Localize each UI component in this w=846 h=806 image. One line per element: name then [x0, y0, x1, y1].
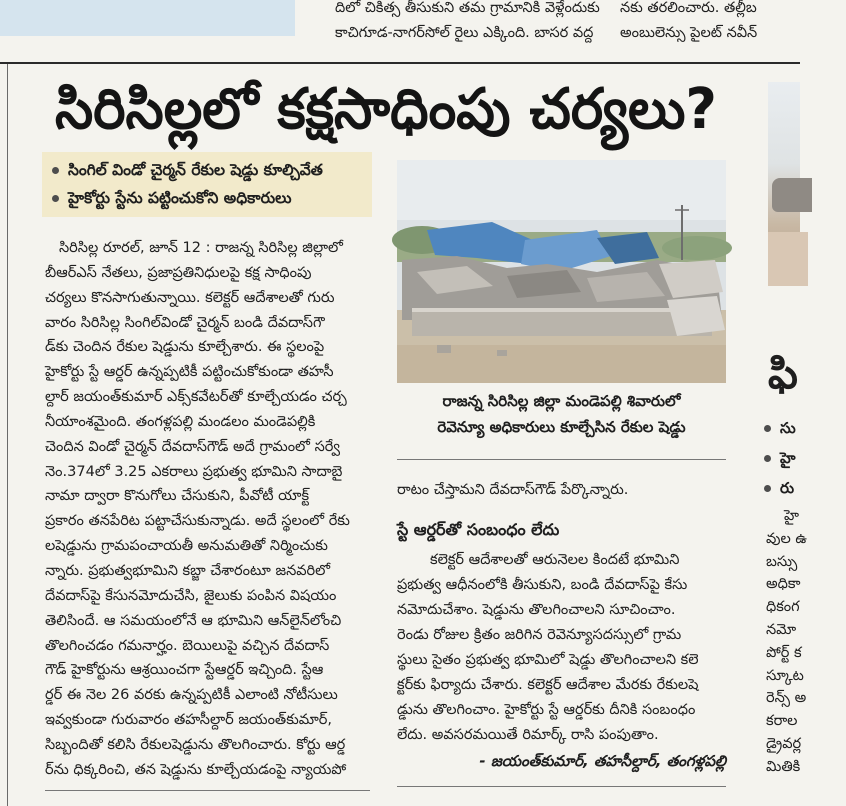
body-line-text: నామా ద్వారా కొనుగోలు చేసుకుని, పీవోటీ యాక్ట్ — [45, 488, 310, 505]
previous-article-line — [620, 0, 800, 21]
adjacent-body-line-text: డ్రైవర్ల — [766, 735, 802, 752]
body-line — [45, 584, 370, 609]
column-bottom-rule — [45, 790, 370, 791]
adjacent-body-line-text: మితికి — [766, 758, 801, 775]
body-line — [45, 658, 370, 683]
adjacent-body-line-text: పోర్ట్ క — [766, 644, 802, 661]
caption-line — [397, 414, 726, 440]
body-line-text: తెలిసిందే. ఆ సమయంలోనే ఆ భూమిని ఆన్‌లైన్‌లోంచి — [45, 612, 342, 629]
body-line — [45, 634, 370, 659]
body-line-text: హైకోర్టు స్టే ఆర్డర్ ఉన్నప్పటికీ పట్టించుకోకుండా తహసీ — [45, 364, 334, 381]
previous-article-line-text: కాచిగూడ-నాగర్‌సోల్ రైలు ఎక్కింది. బాసర వద్ద — [335, 25, 594, 41]
quote-line — [397, 573, 726, 598]
highlight-item — [52, 156, 362, 184]
body-line — [45, 683, 370, 708]
quote-line-text: నమోదుచేశాం. షెడ్డును తొలగించాలని సూచించాం. — [397, 602, 676, 618]
quote-line — [397, 623, 726, 648]
body-line-text: దేవదాస్‌పై కేసునమోదుచేసి, జైలుకు పంపిన విషయం — [45, 587, 337, 604]
photo-detail — [768, 232, 808, 286]
body-line — [45, 335, 370, 360]
adjacent-highlights — [764, 413, 824, 503]
body-line — [45, 385, 370, 410]
body-line — [45, 311, 370, 336]
body-line-text: చర్యలు కొనసాగుతున్నాయి. కలెక్టర్ ఆదేశాలతో గురు — [45, 289, 335, 306]
adjacent-body-line-text: స్కూట — [766, 667, 804, 684]
official-quote — [397, 548, 726, 748]
highlight-item-text: సింగిల్ విండో చైర్మన్ రేకుల షెడ్డు కూల్చివేత — [68, 161, 323, 179]
adjacent-body-line — [766, 665, 846, 688]
bullet-icon — [764, 455, 771, 462]
quote-line-text: క్టర్‌కు ఫిర్యాదు చేశారు. కలెక్టర్ ఆదేశాల మేరకు రేకులషె — [397, 677, 699, 693]
body-continuation-text: రాటం చేస్తామని దేవదాస్‌గౌడ్ పేర్కొన్నారు. — [397, 482, 629, 498]
adjacent-body-line-text: బస్సు — [766, 553, 798, 570]
body-line — [45, 708, 370, 733]
adjacent-article — [748, 340, 807, 806]
adjacent-body-line — [766, 642, 846, 665]
body-line — [45, 758, 370, 783]
bullet-icon — [764, 425, 771, 432]
previous-article-middle — [335, 0, 613, 46]
body-line-text: డ్‌కు చెందిన రేకుల షెడ్డును కూల్చేశారు. ఈ స్థలంపై — [45, 339, 325, 356]
quote-attribution-text: - జయంత్‌కుమార్, తహసీల్దార్, తంగళ్లపల్లి — [479, 752, 726, 770]
body-line — [45, 733, 370, 758]
adjacent-highlight-text: సు — [780, 419, 796, 437]
body-line-text: ల్దార్ జయంత్‌కుమార్ ఎక్స్‌కవేటర్‌తో కూల్చేయడం చర్చ — [45, 389, 347, 406]
previous-article-box — [0, 0, 295, 36]
body-line — [45, 559, 370, 584]
previous-article-right — [620, 0, 800, 46]
bullet-icon — [52, 195, 59, 202]
quote-line — [397, 648, 726, 673]
body-line — [45, 460, 370, 485]
body-line-text: ప్రకారం తనపేరిట పట్టాచేసుకున్నాడు. అదే స్థలంలో రేకు — [45, 513, 350, 530]
adjacent-article-photo — [768, 82, 800, 286]
body-line — [45, 360, 370, 385]
quote-line — [397, 548, 726, 573]
bullet-icon — [764, 485, 771, 492]
adjacent-highlight — [764, 473, 824, 503]
column-rule — [7, 64, 8, 806]
adjacent-highlight — [764, 413, 824, 443]
previous-article-line-text: అంబులెన్సు పైలట్ నవీన్ — [620, 25, 758, 41]
body-line-text: వారం సిరిసిల్ల సింగిల్‌విండో చైర్మన్ బండి దేవదాస్‌గౌ — [45, 314, 325, 331]
body-line-text: లషెడ్డును గ్రామపంచాయతీ అనుమతితో నిర్మించుకు — [45, 538, 328, 555]
article-body-left — [45, 236, 370, 783]
adjacent-body-line — [766, 619, 846, 642]
body-line-text: బీఆర్ఎస్ నేతలు, ప్రజాప్రతినిధులపై కక్ష సాధింపు — [45, 264, 312, 281]
quote-line-text: కలెక్టర్ ఆదేశాలతో ఆరునెలల కిందటే భూమిని — [430, 552, 680, 568]
quote-attribution — [397, 748, 726, 774]
body-line — [45, 410, 370, 435]
article-headline — [55, 74, 717, 146]
body-line-text: ర్డర్ ఈ నెల 26 వరకు ఉన్నప్పటికీ ఎలాంటి నోటీసులు — [45, 687, 338, 704]
quote-line — [397, 673, 726, 698]
quote-line-text: డ్డును తొలగించాం. హైకోర్టు స్టే ఆర్డర్‌కు దీనికి సంబంధం — [397, 702, 696, 718]
previous-article-line — [620, 21, 800, 46]
adjacent-highlight-text: హై — [780, 449, 796, 467]
article-subheading — [397, 517, 726, 543]
body-line-text: ఇవ్వకుండా గురువారం తహసీల్దార్ జయంత్‌కుమార్, — [45, 712, 333, 729]
body-line-text: గౌడ్ హైకోర్టును ఆశ్రయించగా స్టేఆర్డర్ ఇచ్చింది. స్టేఆ — [45, 662, 324, 679]
adjacent-headline-fragment: ఫి — [768, 349, 798, 398]
adjacent-body-line — [766, 687, 846, 710]
previous-article-line-text: నకు తరలించారు. తల్లీబ — [620, 0, 757, 16]
quote-line — [397, 698, 726, 723]
body-line — [45, 509, 370, 534]
article-headline-text: సిరిసిల్లలో కక్షసాధింపు చర్యలు? — [55, 77, 718, 142]
adjacent-body-line-text: రెన్స్ అ — [766, 690, 807, 707]
quote-line — [397, 723, 726, 748]
body-line — [45, 286, 370, 311]
adjacent-body-line — [766, 710, 846, 733]
caption-line-text: రెవెన్యూ అధికారులు కూల్చేసిన రేకుల షెడ్డు — [437, 418, 686, 436]
adjacent-body-line — [766, 756, 846, 779]
article-subheading-text: స్టే ఆర్డర్‌తో సంబంధం లేదు — [397, 520, 560, 539]
quote-line — [397, 598, 726, 623]
body-line — [45, 484, 370, 509]
previous-article-line — [335, 21, 613, 46]
body-line-text: ర్‌ను ధిక్కరించి, తన షెడ్డును కూల్చేయడంపై న్యాయపో — [45, 761, 347, 778]
body-line-text: తొలగించడం గమనార్హం. బెయిలుపై వచ్చిన దేవదాస్ — [45, 637, 330, 654]
highlight-item-text: హైకోర్టు స్టేను పట్టించుకోని అధికారులు — [68, 189, 292, 207]
adjacent-body — [766, 505, 846, 779]
car-shape — [772, 178, 812, 212]
body-line — [45, 534, 370, 559]
adjacent-body-line — [766, 505, 846, 528]
previous-article-line-text: దిలో చికిత్స తీసుకుని తమ గ్రామానికి వెళ్లేందుకు — [335, 0, 600, 16]
body-line-text: నెం.374లో 3.25 ఎకరాలు ప్రభుత్వ భూమిని సాదాబై — [45, 463, 343, 480]
body-line-text: న్నారు. ప్రభుత్వభూమిని కబ్జా చేశారంటూ జనవరిలో — [45, 562, 331, 579]
demolished-shed-photo — [397, 160, 726, 383]
body-line-text: నీయాంశమైంది. తంగళ్లపల్లి మండలం మండెపల్లికి — [45, 413, 316, 430]
body-line-text: సిబ్బందితో కలిసి రేకులషెడ్డును తొలగించారు. కోర్టు ఆర్డ — [45, 736, 346, 753]
column-bottom-rule — [397, 786, 726, 787]
body-line — [45, 435, 370, 460]
adjacent-body-line — [766, 573, 846, 596]
quote-line-text: రెండు రోజుల క్రితం జరిగిన రెవెన్యూసదస్సులో గ్రామ — [397, 627, 682, 643]
body-line — [45, 261, 370, 286]
adjacent-body-line — [766, 551, 846, 574]
photo-caption — [397, 388, 726, 440]
adjacent-body-line-text: అధికా — [766, 576, 801, 593]
highlight-item — [52, 184, 362, 212]
body-continuation — [397, 478, 726, 503]
body-line-text: సిరిసిల్ల రూరల్, జూన్ 12 : రాజన్న సిరిసిల్ల జిల్లాలో — [59, 240, 343, 256]
bullet-icon — [52, 167, 59, 174]
adjacent-body-line-text: నమో — [766, 621, 797, 638]
adjacent-highlight — [764, 443, 824, 473]
caption-line-text: రాజన్న సిరిసిల్ల జిల్లా మండెపల్లి శివారులో — [442, 392, 681, 410]
highlights-box — [42, 152, 372, 217]
adjacent-highlight-text: రు — [780, 479, 795, 497]
adjacent-body-line-text: హై — [784, 508, 799, 524]
quote-line-text: ప్రభుత్వ ఆధీనంలోకి తీసుకుని, బండి దేవదాస్‌పై కేసు — [397, 577, 688, 593]
adjacent-body-line-text: కరాల — [766, 713, 798, 730]
adjacent-body-line — [766, 596, 846, 619]
section-divider — [0, 62, 800, 64]
quote-line-text: స్థులు సైతం ప్రభుత్వ భూమిలో షెడ్డు తొలగించాలని కలె — [397, 652, 699, 668]
caption-divider — [397, 459, 726, 460]
body-line — [45, 236, 370, 261]
body-line-text: చెందిన విండో చైర్మన్ దేవదాస్‌గౌడ్ అదే గ్రామంలో సర్వే — [45, 438, 341, 455]
adjacent-body-line — [766, 733, 846, 756]
body-line — [45, 609, 370, 634]
adjacent-body-line-text: ధికంగ — [766, 599, 800, 616]
quote-line-text: లేదు. అవసరమయితే రిమార్క్ రాసి పంపుతాం. — [397, 727, 659, 743]
adjacent-body-line-text: వుల ఉ — [766, 530, 807, 547]
caption-line — [397, 388, 726, 414]
previous-article-line — [335, 0, 613, 21]
adjacent-body-line — [766, 528, 846, 551]
